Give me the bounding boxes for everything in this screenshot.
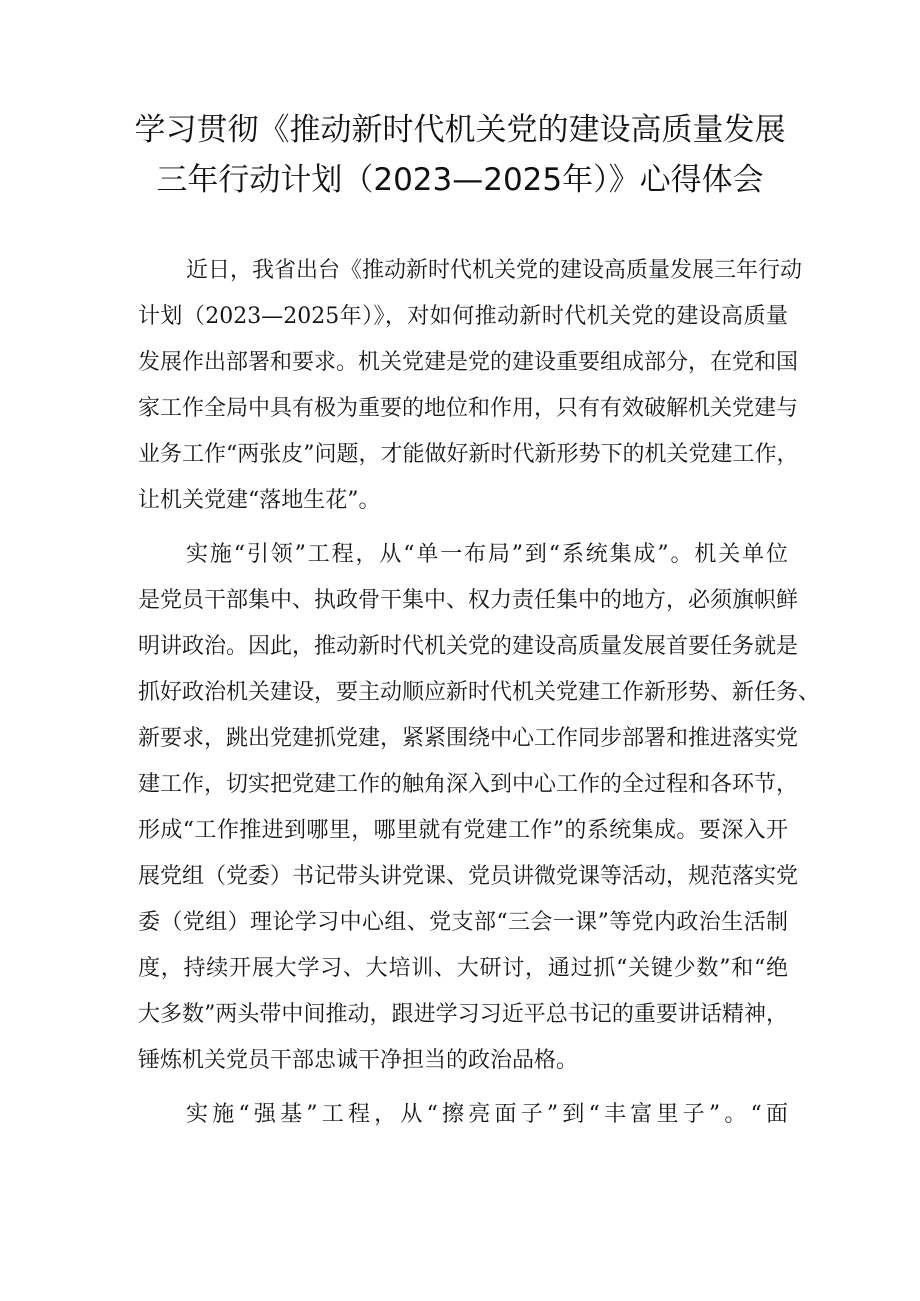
paragraph-3-line-1: 实施“强基”工程，从“擦亮面子”到“丰富里子”。“面 (186, 1102, 788, 1127)
paragraph-1-line-2: 计划（2023—2025年）》，对如何推动新时代机关党的建设高质量 (138, 304, 788, 329)
paragraph-1-line-4: 家工作全局中具有极为重要的地位和作用，只有有效破解机关党建与 (138, 396, 799, 421)
paragraph-1-line-1: 近日，我省出台《推动新时代机关党的建设高质量发展三年行动 (186, 258, 803, 283)
paragraph-2-line-6: 建工作，切实把党建工作的触角深入到中心工作的全过程和各环节， (138, 772, 799, 797)
paragraph-1-line-5: 业务工作“两张皮”问题，才能做好新时代新形势下的机关党建工作， (138, 442, 799, 467)
paragraph-2-line-10: 度，持续开展大学习、大培训、大研讨，通过抓“关键少数”和“绝 (138, 956, 788, 981)
paragraph-2-line-7: 形成“工作推进到哪里，哪里就有党建工作”的系统集成。要深入开 (138, 818, 788, 843)
paragraph-2-line-1: 实施“引领”工程，从“单一布局”到“系统集成”。机关单位 (186, 542, 788, 567)
paragraph-2-line-4: 抓好政治机关建设，要主动顺应新时代机关党建工作新形势、新任务、 (138, 680, 821, 705)
paragraph-2-line-8: 展党组（党委）书记带头讲党课、党员讲微党课等活动，规范落实党 (138, 864, 799, 889)
paragraph-2-line-3: 明讲政治。因此，推动新时代机关党的建设高质量发展首要任务就是 (138, 634, 799, 659)
paragraph-1-line-6: 让机关党建“落地生花”。 (138, 488, 381, 513)
document-title-line-2: 三年行动计划（2023—2025年）》心得体会 (156, 162, 764, 198)
paragraph-2-line-11: 大多数”两头带中间推动，跟进学习习近平总书记的重要讲话精神， (138, 1002, 788, 1027)
document-title-line-1: 学习贯彻《推动新时代机关党的建设高质量发展 (134, 112, 786, 148)
paragraph-1-line-3: 发展作出部署和要求。机关党建是党的建设重要组成部分，在党和国 (138, 350, 799, 375)
paragraph-2-line-5: 新要求，跳出党建抓党建，紧紧围绕中心工作同步部署和推进落实党 (138, 726, 799, 751)
paragraph-2-line-9: 委（党组）理论学习中心组、党支部“三会一课”等党内政治生活制 (138, 910, 788, 935)
paragraph-2-line-12: 锤炼机关党员干部忠诚干净担当的政治品格。 (138, 1048, 579, 1073)
paragraph-2-line-2: 是党员干部集中、执政骨干集中、权力责任集中的地方，必须旗帜鲜 (138, 588, 799, 613)
